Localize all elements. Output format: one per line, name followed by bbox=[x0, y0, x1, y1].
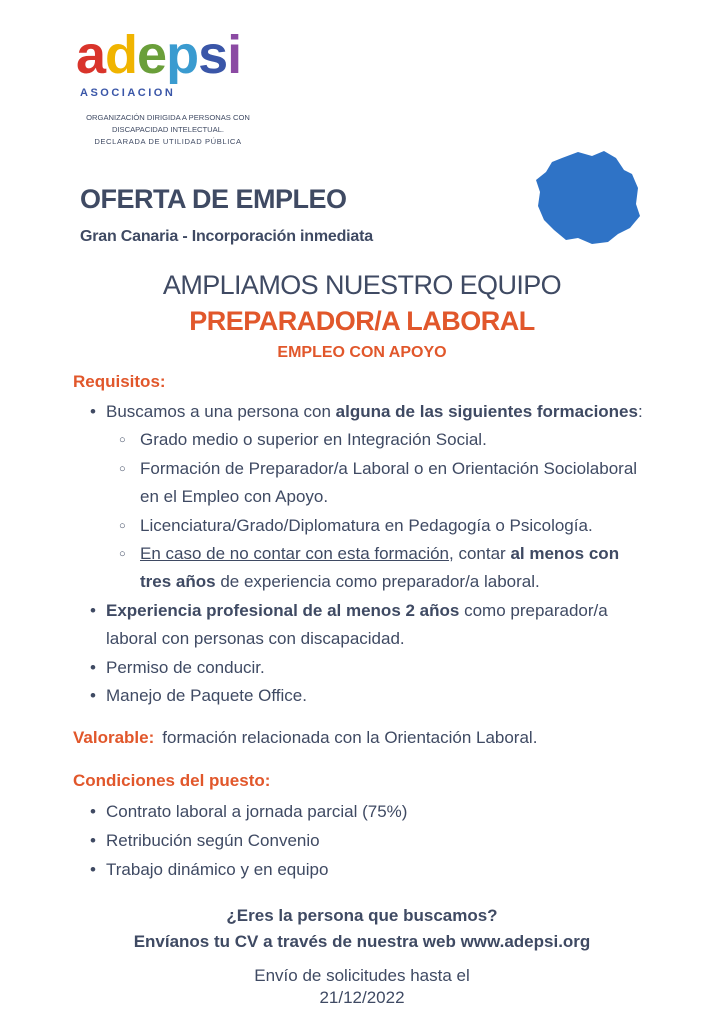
sub-list-item bbox=[88, 512, 688, 540]
valorable-text: formación relacionada con la Orientación Laboral. bbox=[162, 728, 538, 747]
list-item-bold: Experiencia profesional de al menos 2 años bbox=[106, 600, 460, 620]
list-item bbox=[88, 597, 688, 654]
sub-list-item bbox=[88, 540, 688, 597]
logo-subtitle: ASOCIACION bbox=[80, 87, 176, 99]
valorable-label: Valorable: bbox=[73, 728, 155, 747]
list-item bbox=[88, 682, 688, 710]
logo-tagline-line: DISCAPACIDAD INTELECTUAL. bbox=[111, 125, 225, 134]
conditions-list bbox=[88, 797, 688, 884]
list-item-text: , contar bbox=[449, 544, 511, 564]
cta-question: ¿Eres la persona que buscamos? bbox=[226, 906, 498, 925]
logo-tagline-line: ORGANIZACIÓN DIRIGIDA A PERSONAS CON bbox=[86, 113, 250, 122]
logo-letter-s: s bbox=[198, 25, 228, 85]
list-item-bold: tres años bbox=[140, 572, 216, 592]
list-item bbox=[88, 398, 688, 426]
headline-position: PREPARADOR/A LABORAL bbox=[189, 306, 535, 336]
logo-letter-i: i bbox=[227, 25, 242, 85]
adepsi-logo bbox=[76, 25, 242, 85]
list-item-text: en el Empleo con Apoyo. bbox=[140, 487, 329, 507]
list-item-text: Retribución según Convenio bbox=[106, 831, 320, 850]
logo-letter-p: p bbox=[166, 25, 199, 85]
list-item-text: Formación de Preparador/a Laboral o en Orientación Sociolaboral bbox=[140, 458, 638, 478]
list-item bbox=[88, 654, 688, 682]
headline-team: AMPLIAMOS NUESTRO EQUIPO bbox=[162, 270, 562, 300]
offer-title: OFERTA DE EMPLEO bbox=[80, 184, 347, 214]
list-item-text: Buscamos a una persona con bbox=[106, 402, 336, 421]
gran-canaria-map-icon bbox=[532, 148, 644, 246]
requirements-list bbox=[88, 398, 688, 710]
list-item-bold: al menos con bbox=[510, 544, 620, 564]
requirements-label: Requisitos: bbox=[73, 372, 166, 391]
list-item-text: Grado medio o superior en Integración Social. bbox=[140, 430, 487, 450]
list-item-text: Licenciatura/Grado/Diplomatura en Pedagogía o Psicología. bbox=[140, 515, 593, 535]
cta-apply: Envíanos tu CV a través de nuestra web www.adepsi.org bbox=[133, 932, 591, 951]
conditions-label: Condiciones del puesto: bbox=[73, 771, 271, 790]
logo-tagline-line: DECLARADA DE UTILIDAD PÚBLICA bbox=[94, 137, 242, 146]
list-item-text: laboral con personas con discapacidad. bbox=[106, 629, 405, 649]
sub-list-item bbox=[88, 455, 688, 512]
list-item-text: de experiencia como preparador/a laboral. bbox=[215, 572, 540, 592]
logo-letter-e: e bbox=[137, 25, 167, 85]
deadline-date: 21/12/2022 bbox=[319, 988, 405, 1007]
list-item-text: Trabajo dinámico y en equipo bbox=[106, 860, 329, 879]
list-item-text: : bbox=[637, 402, 643, 421]
logo-letter-a: a bbox=[76, 25, 106, 85]
deadline-text: Envío de solicitudes hasta el bbox=[254, 966, 470, 985]
list-item-bold: alguna de las siguientes formaciones bbox=[335, 402, 638, 421]
list-item-text: Contrato laboral a jornada parcial (75%) bbox=[106, 802, 408, 821]
offer-subtitle: Gran Canaria - Incorporación inmediata bbox=[80, 228, 373, 245]
headline-program: EMPLEO CON APOYO bbox=[277, 344, 447, 361]
list-item bbox=[88, 826, 688, 855]
logo-letter-d: d bbox=[105, 25, 138, 85]
list-item-text: como preparador/a bbox=[459, 600, 608, 620]
valorable-line bbox=[73, 728, 537, 748]
list-item-text: Permiso de conducir. bbox=[106, 657, 265, 677]
sub-list-item bbox=[88, 426, 688, 454]
list-item bbox=[88, 855, 688, 884]
list-item bbox=[88, 797, 688, 826]
list-item-text: Manejo de Paquete Office. bbox=[106, 686, 307, 706]
list-item-underlined: En caso de no contar con esta formación bbox=[140, 544, 450, 564]
logo-tagline bbox=[84, 112, 252, 148]
